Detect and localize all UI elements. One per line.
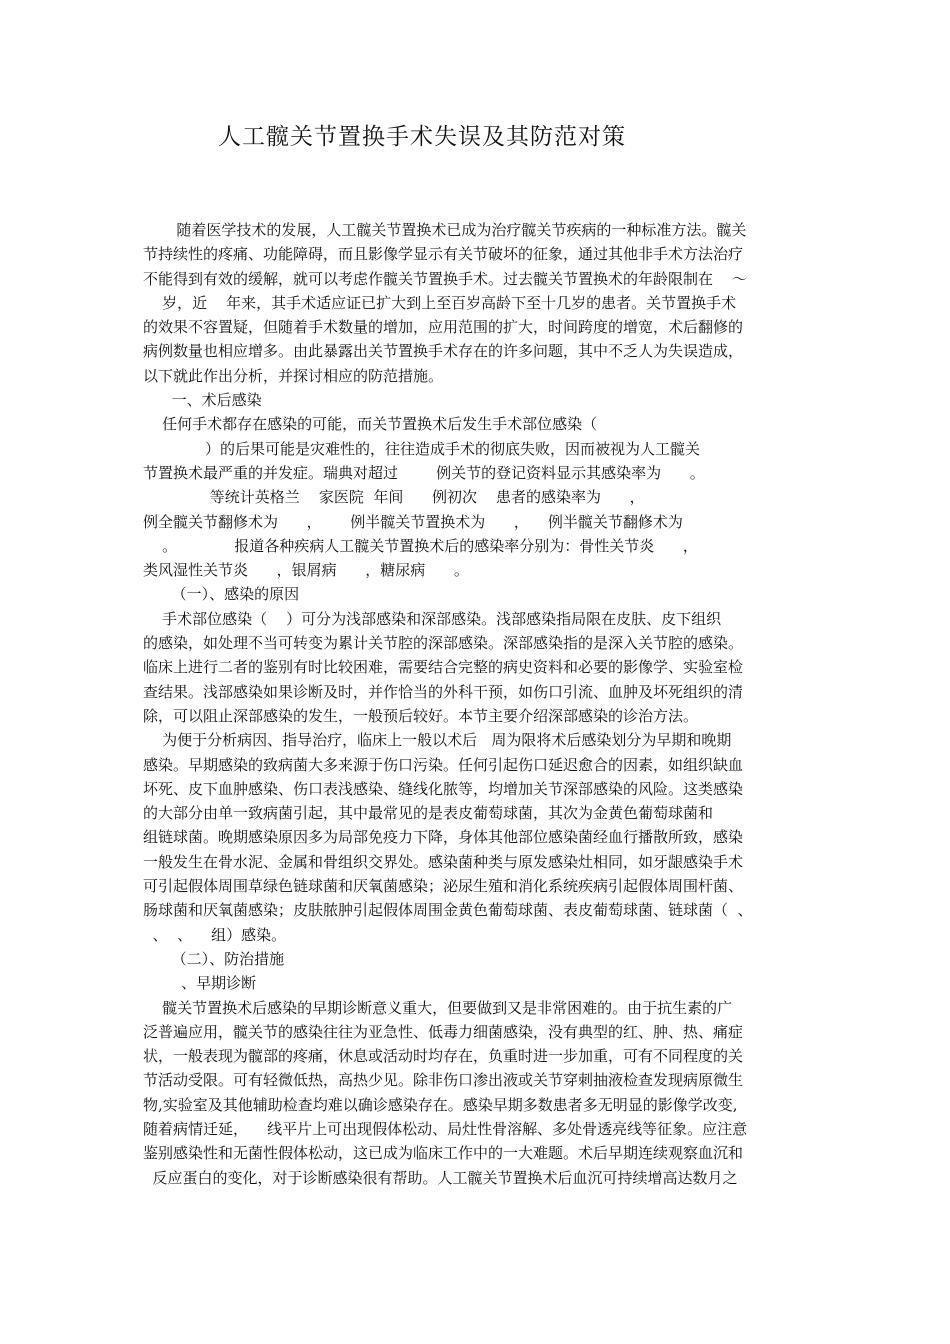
text-line: 状，一般表现为髋部的疼痛，休息或活动时均存在，负重时进一步加重，可有不同程度的关	[143, 1047, 744, 1066]
text-line: 等统计英格兰 家医院 年间 例初次 患者的感染率为 ，	[143, 488, 645, 507]
text-line: 的感染，如处理不当可转变为累计关节腔的深部感染。深部感染指的是深入关节腔的感染。	[143, 634, 744, 653]
text-line: 病例数量也相应增多。由此暴露出关节置换手术存在的许多问题，其中不乏人为失误造成，	[143, 342, 744, 361]
text-line: 随着病情迁延， 线平片上可出现假体松动、局灶性骨溶解、多处骨透亮线等征象。应注意	[143, 1119, 748, 1138]
text-line: 、 、 组）感染。	[143, 925, 287, 944]
text-line: 髋关节置换术后感染的早期诊断意义重大，但要做到又是非常困难的。由于抗生素的广	[143, 998, 733, 1017]
text-line: 节持续性的疼痛、功能障碍，而且影像学显示有关节破坏的征象，通过其他非手术方法治疗	[143, 245, 744, 264]
text-line: 的效果不容置疑，但随着手术数量的增加，应用范围的扩大，时间跨度的增宽，术后翻修的	[143, 318, 744, 337]
text-line: 反应蛋白的变化，对于诊断感染很有帮助。人工髋关节置换术后血沉可持续增高达数月之	[143, 1168, 738, 1187]
text-line: 肠球菌和厌氧菌感染；皮肤脓肿引起假体周围金黄色葡萄球菌、表皮葡萄球菌、链球菌（ 、	[143, 901, 753, 920]
text-line: 随着医学技术的发展，人工髋关节置换术已成为治疗髋关节疾病的一种标准方法。髋关	[143, 221, 747, 239]
text-line: 、早期诊断	[143, 974, 257, 993]
text-line: 不能得到有效的缓解，就可以考虑作髋关节置换手术。过去髋关节置换术的年龄限制在 ～	[143, 269, 748, 288]
text-line: 的大部分由单一致病菌引起，其中最常见的是表皮葡萄球菌，其次为金黄色葡萄球菌和	[143, 804, 714, 823]
text-line: （一）、感染的原因	[143, 585, 300, 604]
text-line: 以下就此作出分析，并探讨相应的防范措施。	[143, 366, 444, 385]
text-line: 感染。早期感染的致病菌大多来源于伤口污染。任何引起伤口延迟愈合的因素，如组织缺血	[143, 755, 744, 774]
text-line: 节活动受限。可有轻微低热，高热少见。除非伤口渗出液或关节穿刺抽液检查发现病原微生	[143, 1071, 744, 1090]
text-line: 鉴别感染性和无菌性假体松动，这已成为临床工作中的一大难题。术后早期连续观察血沉和	[143, 1144, 744, 1163]
text-line: 坏死、皮下血肿感染、伤口表浅感染、缝线化脓等，均增加关节深部感染的风险。这类感染	[143, 779, 744, 798]
text-line: 例全髋关节翻修术为 ， 例半髋关节置换术为 ， 例半髋关节翻修术为	[143, 512, 683, 531]
text-line: 物,实验室及其他辅助检查均难以确诊感染存在。感染早期多数患者多无明显的影像学改变,	[143, 1095, 738, 1114]
text-line: 任何手术都存在感染的可能，而关节置换术后发生手术部位感染（	[143, 415, 598, 434]
text-line: 岁，近 年来，其手术适应证已扩大到上至百岁高龄下至十几岁的患者。关节置换手术	[143, 293, 737, 312]
text-line: 组链球菌。晚期感染原因多为局部免疫力下降，身体其他部位感染菌经血行播散所致，感染	[143, 828, 744, 847]
text-line: 节置换术最严重的并发症。瑞典对超过 例关节的登记资料显示其感染率为 。	[143, 463, 705, 482]
text-line: 一般发生在骨水泥、金属和骨组织交界处。感染菌种类与原发感染灶相同，如牙龈感染手术	[143, 852, 744, 871]
text-line: 可引起假体周围草绿色链球菌和厌氧菌感染；泌尿生殖和消化系统疾病引起假体周围杆菌、	[143, 877, 744, 896]
document-body	[143, 218, 813, 1190]
text-line: 临床上进行二者的鉴别有时比较困难，需要结合完整的病史资料和必要的影像学、实验室检	[143, 658, 744, 677]
text-line: 为便于分析病因、指导治疗，临床上一般以术后 周为限将术后感染划分为早期和晚期	[143, 731, 732, 750]
text-line: 除，可以阻止深部感染的发生，一般预后较好。本节主要介绍深部感染的诊治方法。	[143, 706, 699, 725]
text-line: （二）、防治措施	[143, 949, 285, 968]
text-line: 泛普遍应用，髋关节的感染往往为亚急性、低毒力细菌感染，没有典型的红、肿、热、痛症	[143, 1022, 744, 1041]
text-line: 一、术后感染	[143, 391, 262, 410]
text-line: 类风湿性关节炎 ，银屑病 ，糖尿病 。	[143, 561, 469, 580]
text-line: ）的后果可能是灾难性的，往往造成手术的彻底失败，因而被视为人工髋关	[143, 439, 700, 458]
text-line: 。 报道各种疾病人工髋关节置换术后的感染率分别为：骨性关节炎 ，	[143, 536, 698, 555]
document-title: 人工髋关节置换手术失误及其防范对策	[218, 124, 626, 150]
text-line: 手术部位感染（ ）可分为浅部感染和深部感染。浅部感染指局限在皮肤、皮下组织	[143, 609, 722, 628]
text-line: 查结果。浅部感染如果诊断及时，并作恰当的外科干预，如伤口引流、血肿及坏死组织的清	[143, 682, 744, 701]
